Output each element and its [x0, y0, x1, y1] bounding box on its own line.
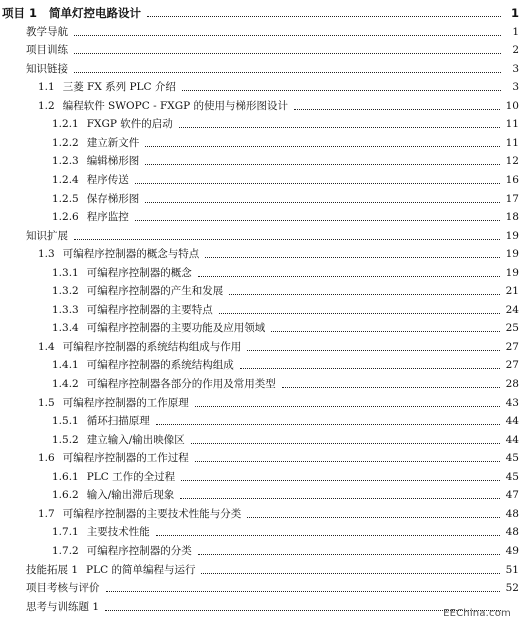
toc-page-number: 27: [505, 340, 519, 353]
toc-entry-number: 1.3.2: [52, 285, 79, 298]
toc-entry-title: 可编程序控制器各部分的作用及常用类型: [86, 378, 276, 390]
toc-entry-row[interactable]: [38, 393, 519, 410]
toc-entry-row[interactable]: [52, 522, 519, 539]
dot-leader: [105, 610, 501, 611]
toc-entry-title: PLC 工作的全过程: [86, 470, 176, 483]
watermark: EEChina.com: [443, 608, 511, 619]
toc-entry-number: 技能拓展 1: [26, 563, 79, 576]
toc-entry-row[interactable]: [52, 300, 519, 317]
toc-entry-row[interactable]: [52, 263, 519, 280]
toc-entry-row[interactable]: [38, 504, 519, 521]
toc-entry-title: 建立输入/输出映像区: [86, 433, 185, 446]
toc-entry-title: 项目训练: [26, 44, 68, 57]
toc-entry-title: 可编程序控制器的分类: [86, 544, 192, 557]
toc-entry-title: 程序监控: [86, 211, 129, 224]
toc-entry-row[interactable]: [38, 96, 519, 113]
toc-entry-number: 1.2.3: [52, 155, 79, 168]
toc-entry-number: 1.3.4: [52, 322, 79, 335]
toc-entry-title: PLC 的简单编程与运行: [86, 563, 196, 576]
toc-page-number: 11: [505, 136, 519, 149]
toc-page-number: 48: [505, 526, 519, 539]
toc-page-number: 17: [505, 192, 519, 205]
toc-page-number: 18: [505, 211, 519, 224]
dot-leader: [147, 16, 501, 17]
toc-entry-title: 可编程序控制器的主要特点: [86, 303, 213, 316]
dot-leader: [179, 127, 500, 128]
toc-entry-number: 1.4: [38, 340, 55, 353]
toc-entry-number: 1.2.5: [52, 192, 79, 205]
toc-entry-row[interactable]: [52, 133, 519, 150]
toc-page-number: 1: [512, 25, 519, 38]
toc-page-number: 49: [505, 544, 519, 557]
toc-page-number: 11: [505, 118, 519, 131]
toc-entry-row[interactable]: [38, 337, 519, 354]
toc-page-number: 25: [505, 322, 519, 335]
dot-leader: [156, 535, 500, 536]
toc-page-number: 24: [505, 303, 519, 316]
toc-entry-title: 保存梯形图: [86, 192, 140, 205]
toc-page-number: 45: [505, 470, 519, 483]
toc-page-number: 51: [505, 563, 519, 576]
toc-entry-number: 1.6: [38, 452, 55, 465]
toc-entry-title: 思考与训练题 1: [26, 600, 100, 613]
dot-leader: [195, 406, 500, 407]
toc-entry-row[interactable]: [26, 578, 519, 595]
dot-leader: [247, 517, 499, 518]
toc-entry-row[interactable]: [38, 77, 519, 94]
toc-page-number: 2: [512, 44, 519, 57]
dot-leader: [135, 220, 500, 221]
toc-page-number: 12: [505, 155, 519, 168]
dot-leader: [182, 90, 501, 91]
toc-entry-row[interactable]: [52, 151, 519, 168]
toc-entry-row[interactable]: [52, 411, 519, 428]
dot-leader: [135, 183, 500, 184]
toc-entry-row[interactable]: [52, 114, 519, 131]
toc-entry-number: 1.5: [38, 396, 55, 409]
toc-entry-number: 1.2.2: [52, 136, 79, 149]
toc-entry-number: 1.5.2: [52, 433, 79, 446]
toc-entry-row[interactable]: [52, 318, 519, 335]
toc-entry-row[interactable]: [52, 430, 519, 447]
toc-page-number: 44: [505, 415, 519, 428]
toc-entry-title: 主要技术性能: [86, 526, 150, 539]
toc-entry-row[interactable]: [26, 22, 519, 39]
toc-entry-row[interactable]: [38, 448, 519, 465]
toc-entry-title: 可编程序控制器的产生和发展: [86, 285, 224, 298]
toc-entry-title: 可编程序控制器的系统结构组成: [86, 359, 234, 372]
toc-page-number: 3: [512, 81, 519, 94]
toc-entry-number: 1.4.2: [52, 378, 79, 390]
dot-leader: [74, 72, 501, 73]
toc-entry-title: 可编程序控制器的概念: [86, 266, 192, 279]
dot-leader: [145, 164, 499, 165]
dot-leader: [229, 294, 499, 295]
dot-leader: [201, 573, 499, 574]
toc-entry-row[interactable]: [52, 170, 519, 187]
toc-entry-number: 1.6.1: [52, 470, 79, 483]
toc-page-number: 48: [505, 507, 519, 520]
toc-page-number: 10: [505, 99, 519, 112]
toc-entry-number: 1.6.2: [52, 489, 79, 502]
toc-entry-number: 1.2.1: [52, 118, 79, 131]
dot-leader: [74, 239, 500, 240]
dot-leader: [247, 350, 499, 351]
toc-entry-title: 项目考核与评价: [26, 582, 100, 595]
toc-entry-number: 1.7.2: [52, 544, 79, 557]
toc-entry-title: 编程软件 SWOPC - FXGP 的使用与梯形图设计: [62, 99, 289, 112]
dot-leader: [271, 331, 499, 332]
toc-entry-number: 1.1: [38, 81, 55, 94]
dot-leader: [195, 461, 500, 462]
toc-page-number: 28: [505, 378, 519, 390]
toc-entry-title: 知识链接: [26, 62, 68, 75]
toc-entry-number: 1.3.3: [52, 303, 79, 316]
toc-entry-title: 可编程序控制器的工作过程: [62, 452, 189, 465]
toc-entry-number: 1.7.1: [52, 526, 79, 539]
dot-leader: [74, 35, 501, 36]
toc-entry-number: 1.4.1: [52, 359, 79, 372]
dot-leader: [294, 109, 500, 110]
toc-page-number: 21: [505, 285, 519, 298]
toc-entry-number: 1.5.1: [52, 415, 79, 428]
toc-page-number: 52: [505, 582, 519, 595]
toc-entry-row[interactable]: [52, 207, 519, 224]
toc-page-number: 1: [510, 6, 519, 20]
toc-page-number: 16: [505, 173, 519, 186]
toc-page-number: 19: [505, 248, 519, 261]
toc-entry-number: 1.3.1: [52, 266, 79, 279]
dot-leader: [145, 146, 499, 147]
toc-entry-title: 可编程序控制器的主要功能及应用领域: [86, 322, 266, 335]
toc-entry-title: 建立新文件: [86, 136, 140, 149]
dot-leader: [74, 53, 501, 54]
toc-entry-number: 1.2: [38, 99, 55, 112]
dot-leader: [181, 480, 499, 481]
toc-entry-row[interactable]: [52, 189, 519, 206]
toc-entry-number: 项目 1: [2, 6, 38, 20]
toc-entry-number: 1.7: [38, 507, 55, 520]
toc-page-number: 43: [505, 396, 519, 409]
dot-leader: [145, 202, 499, 203]
toc-entry-row[interactable]: [52, 541, 519, 558]
toc-entry-title: FXGP 软件的启动: [86, 118, 173, 131]
dot-leader: [240, 368, 500, 369]
toc-entry-row[interactable]: [52, 281, 519, 298]
toc-entry-number: 1.2.6: [52, 211, 79, 224]
dot-leader: [198, 554, 500, 555]
toc-page-number: 47: [505, 489, 519, 502]
toc-entry-row[interactable]: [52, 355, 519, 372]
toc-entry-row[interactable]: [26, 226, 519, 243]
toc-page-number: 45: [505, 452, 519, 465]
toc-entry-row[interactable]: [52, 374, 519, 391]
dot-leader: [156, 424, 500, 425]
dot-leader: [219, 313, 500, 314]
toc-entry-title: 可编程序控制器的主要技术性能与分类: [62, 507, 242, 520]
toc-entry-row[interactable]: [38, 244, 519, 261]
toc-entry-number: 1.2.4: [52, 173, 79, 186]
dot-leader: [106, 591, 500, 592]
dot-leader: [191, 443, 500, 444]
toc-page-number: 19: [505, 266, 519, 279]
toc-entry-title: 知识扩展: [26, 229, 68, 242]
toc-entry-row[interactable]: [26, 59, 519, 76]
toc-page-number: 3: [512, 62, 519, 75]
toc-entry-title: 编辑梯形图: [86, 155, 140, 168]
toc-entry-row[interactable]: [26, 560, 519, 577]
dot-leader: [282, 387, 500, 388]
dot-leader: [180, 498, 499, 499]
toc-entry-title: 程序传送: [86, 173, 129, 186]
toc-entry-title: 输入/输出滞后现象: [86, 489, 175, 502]
toc-page-number: 44: [505, 433, 519, 446]
dot-leader: [205, 257, 499, 258]
toc-entry-title: 三菱 FX 系列 PLC 介绍: [62, 81, 176, 94]
toc-entry-title: 教学导航: [26, 25, 68, 38]
toc-page-number: 27: [505, 359, 519, 372]
toc-entry-title: 循环扫描原理: [86, 415, 150, 428]
toc-entry-title: 可编程序控制器的系统结构组成与作用: [62, 340, 242, 353]
toc-entry-title: 简单灯控电路设计: [49, 6, 142, 20]
toc-entry-title: 可编程序控制器的工作原理: [62, 396, 189, 409]
toc-entry-row[interactable]: [52, 485, 519, 502]
toc-page-number: 19: [505, 229, 519, 242]
toc-entry-title: 可编程序控制器的概念与特点: [62, 248, 200, 261]
toc-chapter-row[interactable]: [2, 3, 519, 20]
toc-entry-row[interactable]: [26, 40, 519, 57]
toc-entry-number: 1.3: [38, 248, 55, 261]
toc-entry-row[interactable]: [52, 467, 519, 484]
dot-leader: [198, 276, 500, 277]
